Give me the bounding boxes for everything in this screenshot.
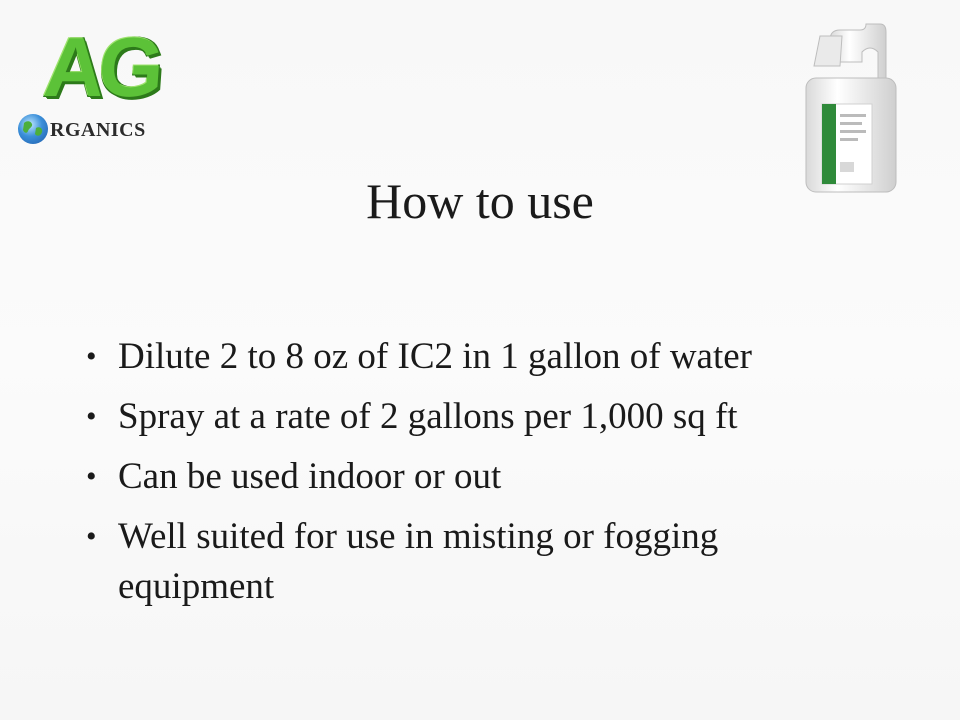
bullet-text: Spray at a rate of 2 gallons per 1,000 sq ft: [118, 396, 738, 437]
ag-organics-logo: [14, 22, 164, 152]
bullet-text: Can be used indoor or out: [118, 456, 502, 497]
logo-organics-text: RGANICS: [50, 119, 146, 141]
bullet-dot-icon: •: [86, 340, 97, 373]
slide-title: How to use: [366, 173, 594, 229]
bullet-item: [80, 512, 880, 612]
bullet-list: [80, 332, 880, 622]
bullet-text: Well suited for use in misting or fogging equipment: [118, 516, 719, 607]
logo-ag-text: AG: [40, 20, 162, 114]
bullet-dot-icon: •: [86, 520, 97, 553]
bullet-item: [80, 392, 880, 442]
bullet-text: Dilute 2 to 8 oz of IC2 in 1 gallon of water: [118, 336, 753, 377]
globe-icon: [18, 114, 48, 144]
bullet-dot-icon: •: [86, 400, 97, 433]
bullet-item: [80, 452, 880, 502]
bullet-dot-icon: •: [86, 460, 97, 493]
bullet-item: [80, 332, 880, 382]
